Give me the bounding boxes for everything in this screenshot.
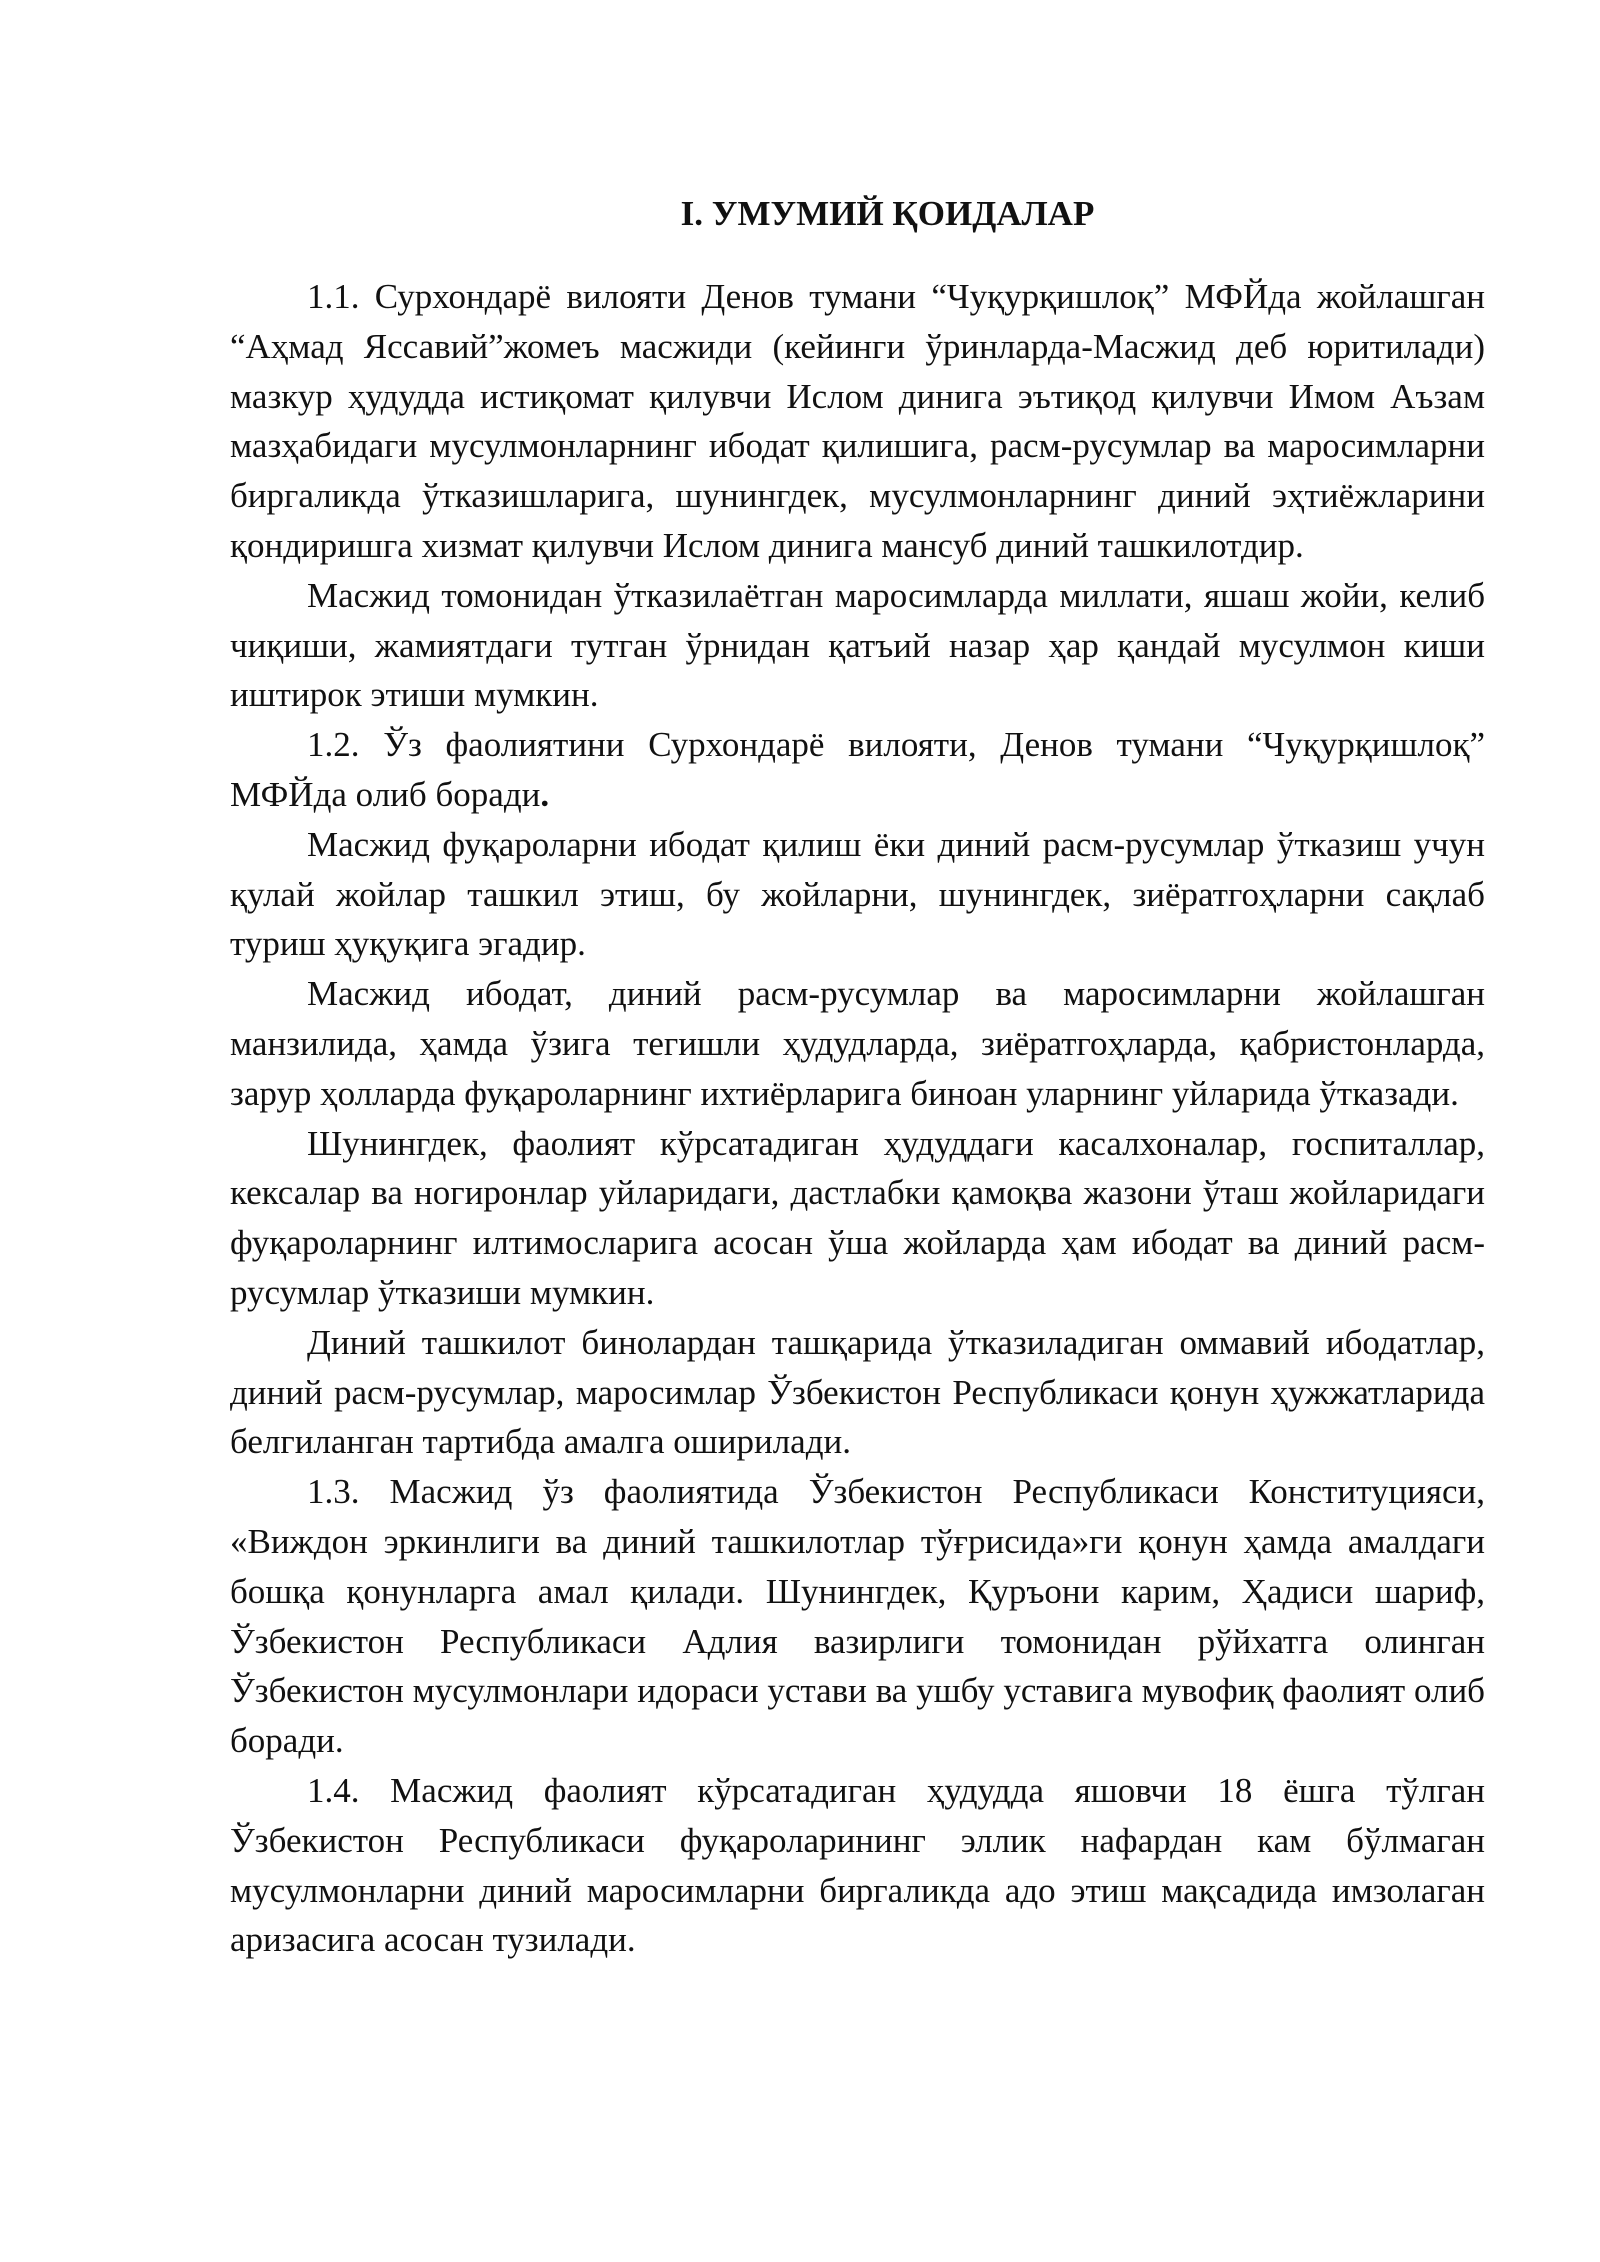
section-title: I. УМУМИЙ ҚОИДАЛАР xyxy=(680,194,1095,233)
paragraph-hospitals: Шунингдек, фаолият кўрсатадиган ҳудуддаги касалхоналар, госпиталлар, кексалар ва ногиронлар уйларидаги, дастлабки қамоқва жазони ўташ жойларидаги фуқароларнинг илтимосларига асосан ўша жойларда ҳам ибодат ва диний расм-русумлар ўтказиши мумкин. xyxy=(230,1123,1485,1312)
paragraph-places: Масжид фуқароларни ибодат қилиш ёки диний расм-русумлар ўтказиш учун қулай жойлар ташкил этиш, бу жойларни, шунингдек, зиёратгоҳларни сақлаб туриш ҳуқуқига эгадир. xyxy=(230,824,1485,964)
paragraph-1-3: 1.3. Масжид ўз фаолиятида Ўзбекистон Республикаси Конституцияси, «Виждон эркинлиги ва диний ташкилотлар тўғрисида»ги қонун ҳамда амалдаги бошқа қонунларга амал қилади. Шунингдек, Қуръони карим, Ҳадиси шариф, Ўзбекистон Республикаси Адлия вазирлиги томонидан рўйхатга олинган Ўзбекистон мусулмонлари идораси устави ва ушбу уставига мувофиқ фаолият олиб боради. xyxy=(230,1472,1485,1761)
paragraph-1-2-period: . xyxy=(540,774,550,814)
paragraph-1-4: 1.4. Масжид фаолият кўрсатадиган ҳудудда яшовчи 18 ёшга тўлган Ўзбекистон Республикаси фуқароларининг эллик нафардан кам бўлмаган мусулмонларни диний маросимларни биргаликда адо этиш мақсадида имзолаган аризасига асосан тузилади. xyxy=(230,1770,1485,1960)
paragraph-locations: Масжид ибодат, диний расм-русумлар ва маросимларни жойлашган манзилида, ҳамда ўзига тегишли ҳудудларда, зиёратгоҳларда, қабристонларда, зарур ҳолларда фуқароларнинг ихтиёрларига биноан уларнинг уйларида ўтказади. xyxy=(230,974,1485,1113)
paragraph-1-1: 1.1. Сурхондарё вилояти Денов тумани “Чуқурқишлоқ” МФЙда жойлашган “Аҳмад Яссавий”жомеъ масжиди (кейинги ўринларда-Масжид деб юритилади) мазкур ҳудудда истиқомат қилувчи Ислом динига эътиқод қилувчи Имом Аъзам мазҳабидаги мусулмонларнинг ибодат қилишига, расм-русумлар ва маросимларни биргаликда ўтказишларига, шунингдек, мусулмонларнинг диний эҳтиёжларини қондиришга хизмат қилувчи Ислом динига мансуб диний ташкилотдир. xyxy=(230,277,1485,565)
paragraph-1-2 xyxy=(230,720,1485,820)
paragraph-public-worship: Диний ташкилот бинолардан ташқарида ўтказиладиган оммавий ибодатлар, диний расм-русумлар, маросимлар Ўзбекистон Республикаси қонун ҳужжатларида белгиланган тартибда амалга оширилади. xyxy=(230,1322,1485,1462)
document-body xyxy=(230,190,1485,1965)
paragraph-1-2-text: 1.2. Ўз фаолиятини Сурхондарё вилояти, Денов тумани “Чуқурқишлоқ” МФЙда олиб боради xyxy=(230,725,1485,814)
paragraph-participation: Масжид томонидан ўтказилаётган маросимларда миллати, яшаш жойи, келиб чиқиши, жамиятдаги тутган ўрнидан қатъий назар ҳар қандай мусулмон киши иштирок этиши мумкин. xyxy=(230,575,1485,715)
